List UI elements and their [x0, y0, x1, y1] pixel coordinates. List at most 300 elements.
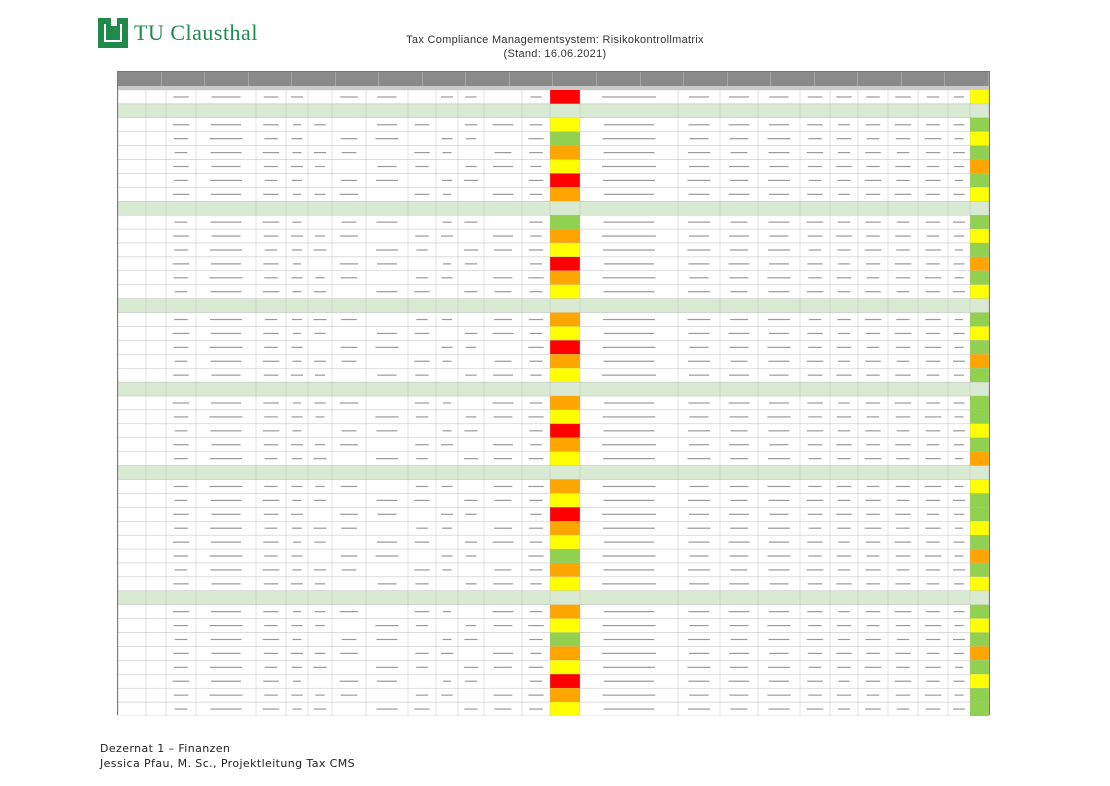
risk-status-cell — [550, 396, 580, 410]
cell-text — [494, 277, 513, 278]
cell-text — [173, 402, 190, 403]
cell-text — [292, 667, 302, 668]
cell-text — [926, 333, 940, 334]
cell-text — [807, 708, 824, 709]
cell-text — [953, 361, 965, 362]
cell-text — [210, 347, 243, 348]
cell-text — [768, 249, 790, 250]
cell-text — [730, 347, 749, 348]
cell-text — [897, 291, 910, 292]
cell-text — [954, 96, 964, 97]
cell-text — [466, 347, 476, 348]
cell-text — [897, 152, 910, 153]
cell-text — [292, 569, 301, 570]
cell-text — [210, 486, 243, 487]
cell-text — [604, 361, 655, 362]
cell-text — [926, 500, 941, 501]
cell-text — [729, 333, 750, 334]
cell-text — [211, 542, 241, 543]
cell-text — [263, 569, 280, 570]
cell-text — [768, 222, 789, 223]
cell-text — [414, 291, 429, 292]
cell-text — [926, 291, 941, 292]
cell-text — [173, 333, 190, 334]
cell-text — [954, 555, 963, 556]
cell-text — [925, 347, 942, 348]
cell-text — [808, 514, 823, 515]
cell-text — [376, 708, 397, 709]
cell-text — [530, 611, 542, 612]
cell-text — [865, 291, 881, 292]
cell-text — [897, 361, 910, 362]
cell-text — [955, 180, 963, 181]
cell-text — [315, 486, 324, 487]
cell-text — [602, 235, 656, 236]
cell-text — [174, 625, 189, 626]
cell-text — [315, 166, 325, 167]
cell-text — [729, 194, 750, 195]
cell-text — [837, 249, 850, 250]
risk-status-cell — [550, 674, 580, 688]
cell-text — [896, 416, 911, 417]
cell-text — [689, 96, 709, 97]
risk-status-cell — [550, 452, 580, 466]
cell-text — [768, 319, 790, 320]
cell-text — [896, 695, 911, 696]
cell-text — [529, 500, 542, 501]
cell-text — [837, 667, 850, 668]
cell-text — [528, 277, 543, 278]
cell-text — [925, 528, 941, 529]
cell-text — [808, 416, 822, 417]
cell-text — [342, 430, 357, 431]
cell-text — [443, 611, 451, 612]
cell-text — [493, 402, 514, 403]
risk-status-cell — [550, 438, 580, 452]
cell-text — [341, 277, 358, 278]
cell-text — [730, 695, 749, 696]
cell-text — [731, 222, 748, 223]
final-status-cell — [970, 438, 989, 452]
final-status-cell — [970, 674, 989, 688]
cell-text — [465, 124, 477, 125]
cell-text — [377, 583, 396, 584]
cell-text — [265, 249, 278, 250]
cell-text — [896, 528, 910, 529]
cell-text — [529, 569, 542, 570]
cell-text — [927, 96, 940, 97]
cell-text — [865, 222, 881, 223]
cell-text — [263, 333, 279, 334]
cell-text — [688, 333, 709, 334]
risk-status-cell — [550, 354, 580, 368]
cell-text — [687, 667, 710, 668]
cell-text — [897, 708, 910, 709]
cell-text — [838, 402, 849, 403]
cell-text — [603, 180, 655, 181]
cell-text — [767, 695, 790, 696]
risk-status-cell — [550, 368, 580, 382]
cell-text — [173, 514, 189, 515]
cell-text — [210, 458, 242, 459]
cell-text — [441, 138, 452, 139]
cell-text — [604, 124, 654, 125]
cell-text — [867, 555, 880, 556]
cell-text — [865, 152, 881, 153]
cell-text — [837, 695, 851, 696]
cell-text — [175, 500, 188, 501]
cell-text — [340, 681, 359, 682]
cell-text — [529, 249, 543, 250]
cell-text — [174, 319, 188, 320]
cell-text — [291, 653, 303, 654]
final-status-cell — [970, 118, 989, 132]
cell-text — [263, 291, 280, 292]
final-status-cell — [970, 605, 989, 619]
cell-text — [897, 500, 910, 501]
cell-text — [809, 667, 822, 668]
cell-text — [291, 96, 303, 97]
cell-text — [926, 569, 941, 570]
cell-text — [293, 124, 301, 125]
cell-text — [341, 528, 357, 529]
cell-text — [292, 708, 301, 709]
cell-text — [212, 583, 241, 584]
cell-text — [315, 416, 324, 417]
cell-text — [314, 500, 326, 501]
cell-text — [264, 375, 279, 376]
cell-text — [464, 249, 478, 250]
cell-text — [689, 416, 708, 417]
cell-text — [375, 416, 398, 417]
cell-text — [375, 625, 398, 626]
cell-text — [838, 361, 850, 362]
cell-text — [376, 500, 397, 501]
cell-text — [315, 375, 325, 376]
cell-text — [495, 152, 512, 153]
cell-text — [174, 277, 189, 278]
cell-text — [211, 124, 241, 125]
cell-text — [688, 402, 709, 403]
cell-text — [688, 569, 710, 570]
cell-text — [264, 444, 279, 445]
cell-text — [414, 708, 429, 709]
cell-text — [173, 124, 190, 125]
cell-text — [866, 583, 880, 584]
cell-text — [837, 625, 851, 626]
risk-status-cell — [550, 619, 580, 633]
cell-text — [603, 695, 656, 696]
cell-text — [808, 277, 822, 278]
cell-text — [729, 611, 750, 612]
cell-text — [897, 222, 910, 223]
footer-department: Dezernat 1 – Finanzen — [100, 742, 231, 755]
cell-text — [954, 138, 963, 139]
cell-text — [494, 486, 513, 487]
cell-text — [604, 291, 655, 292]
cell-text — [808, 444, 823, 445]
cell-text — [729, 96, 749, 97]
cell-text — [604, 333, 654, 334]
cell-text — [340, 514, 358, 515]
cell-text — [530, 681, 542, 682]
cell-text — [865, 569, 881, 570]
cell-text — [808, 96, 823, 97]
cell-text — [529, 222, 542, 223]
cell-text — [807, 500, 824, 501]
cell-text — [210, 695, 243, 696]
cell-text — [604, 500, 655, 501]
cell-text — [174, 667, 188, 668]
final-status-cell — [970, 326, 989, 340]
cell-text — [895, 96, 911, 97]
cell-text — [530, 194, 542, 195]
cell-text — [210, 249, 242, 250]
cell-text — [925, 695, 942, 696]
cell-text — [604, 222, 655, 223]
cell-text — [314, 361, 326, 362]
risk-status-cell — [550, 507, 580, 521]
cell-text — [376, 667, 398, 668]
cell-text — [838, 500, 850, 501]
cell-text — [769, 653, 788, 654]
cell-text — [865, 430, 881, 431]
cell-text — [376, 180, 398, 181]
risk-status-cell — [550, 243, 580, 257]
cell-text — [838, 194, 849, 195]
cell-text — [466, 138, 476, 139]
cell-text — [528, 138, 543, 139]
cell-text — [211, 152, 242, 153]
cell-text — [174, 416, 189, 417]
matrix-section-row — [118, 591, 989, 605]
cell-text — [313, 458, 326, 459]
cell-text — [897, 430, 910, 431]
cell-text — [175, 430, 188, 431]
cell-text — [808, 166, 823, 167]
cell-text — [377, 96, 396, 97]
cell-text — [293, 611, 301, 612]
cell-text — [926, 361, 941, 362]
cell-text — [211, 361, 242, 362]
cell-text — [264, 583, 279, 584]
cell-text — [895, 444, 911, 445]
cell-text — [291, 277, 302, 278]
cell-text — [340, 611, 359, 612]
cell-text — [340, 235, 358, 236]
cell-text — [415, 653, 428, 654]
cell-text — [769, 681, 789, 682]
cell-text — [807, 402, 823, 403]
cell-text — [836, 235, 851, 236]
cell-text — [528, 695, 543, 696]
cell-text — [896, 625, 911, 626]
cell-text — [493, 333, 514, 334]
cell-text — [926, 611, 940, 612]
cell-text — [292, 458, 302, 459]
final-status-cell — [970, 368, 989, 382]
cell-text — [729, 166, 749, 167]
cell-text — [264, 416, 278, 417]
cell-text — [530, 583, 541, 584]
cell-text — [926, 263, 940, 264]
cell-text — [529, 708, 542, 709]
cell-text — [955, 528, 963, 529]
cell-text — [263, 152, 280, 153]
cell-text — [927, 653, 940, 654]
cell-text — [212, 514, 241, 515]
cell-text — [807, 124, 823, 125]
cell-text — [768, 291, 789, 292]
cell-text — [211, 291, 242, 292]
cell-text — [264, 653, 279, 654]
cell-text — [807, 222, 824, 223]
cell-text — [954, 166, 964, 167]
cell-text — [729, 583, 749, 584]
cell-text — [210, 528, 242, 529]
cell-text — [416, 319, 427, 320]
cell-text — [954, 235, 964, 236]
cell-text — [415, 444, 428, 445]
cell-text — [264, 277, 278, 278]
cell-text — [529, 667, 543, 668]
cell-text — [291, 583, 303, 584]
cell-text — [212, 166, 241, 167]
cell-text — [925, 555, 942, 556]
document-title — [360, 33, 750, 61]
cell-text — [807, 681, 823, 682]
cell-text — [315, 695, 324, 696]
cell-text — [953, 291, 965, 292]
cell-text — [265, 458, 278, 459]
cell-text — [603, 486, 656, 487]
cell-text — [464, 222, 477, 223]
cell-text — [807, 639, 824, 640]
cell-text — [836, 96, 851, 97]
cell-text — [173, 583, 189, 584]
cell-text — [530, 166, 541, 167]
cell-text — [264, 235, 279, 236]
cell-text — [175, 291, 188, 292]
cell-text — [953, 152, 965, 153]
cell-text — [927, 514, 940, 515]
cell-text — [807, 194, 823, 195]
final-status-cell — [970, 702, 989, 716]
cell-text — [688, 500, 710, 501]
cell-text — [291, 695, 302, 696]
cell-text — [211, 569, 242, 570]
cell-text — [292, 291, 301, 292]
cell-text — [494, 695, 513, 696]
cell-text — [530, 653, 541, 654]
cell-text — [769, 333, 789, 334]
cell-text — [925, 486, 942, 487]
matrix-section-row — [118, 201, 989, 215]
cell-text — [808, 695, 822, 696]
cell-text — [530, 402, 542, 403]
cell-text — [687, 180, 710, 181]
cell-text — [528, 486, 543, 487]
final-status-cell — [970, 257, 989, 271]
risk-status-cell — [550, 410, 580, 424]
risk-status-cell — [550, 229, 580, 243]
cell-text — [415, 542, 429, 543]
cell-text — [895, 542, 912, 543]
cell-text — [263, 708, 280, 709]
cell-text — [866, 124, 881, 125]
cell-text — [730, 138, 749, 139]
cell-text — [415, 124, 429, 125]
cell-text — [897, 569, 910, 570]
cell-text — [313, 249, 326, 250]
cell-text — [314, 542, 325, 543]
cell-text — [340, 653, 358, 654]
cell-text — [688, 542, 709, 543]
cell-text — [808, 653, 823, 654]
cell-text — [838, 333, 849, 334]
cell-text — [416, 667, 427, 668]
cell-text — [769, 194, 789, 195]
cell-text — [291, 625, 302, 626]
risk-status-cell — [550, 215, 580, 229]
cell-text — [415, 375, 428, 376]
cell-text — [342, 569, 357, 570]
cell-text — [293, 402, 301, 403]
cell-text — [442, 569, 451, 570]
cell-text — [896, 486, 911, 487]
cell-text — [376, 458, 398, 459]
cell-text — [808, 375, 823, 376]
cell-text — [768, 361, 789, 362]
cell-text — [292, 361, 301, 362]
cell-text — [464, 430, 477, 431]
cell-text — [926, 430, 941, 431]
risk-status-cell — [550, 605, 580, 619]
cell-text — [769, 263, 789, 264]
cell-text — [211, 681, 241, 682]
cell-text — [895, 333, 912, 334]
cell-text — [603, 347, 656, 348]
cell-text — [464, 667, 478, 668]
cell-text — [291, 166, 303, 167]
cell-text — [767, 277, 790, 278]
risk-status-cell — [550, 340, 580, 354]
cell-text — [895, 166, 911, 167]
cell-text — [416, 528, 427, 529]
cell-text — [174, 695, 189, 696]
cell-text — [263, 194, 279, 195]
final-status-cell — [970, 313, 989, 327]
cell-text — [896, 667, 910, 668]
cell-text — [807, 152, 824, 153]
cell-text — [731, 708, 748, 709]
cell-text — [174, 347, 189, 348]
cell-text — [866, 375, 880, 376]
cell-text — [603, 555, 656, 556]
cell-text — [263, 361, 280, 362]
cell-text — [808, 235, 823, 236]
cell-text — [174, 180, 188, 181]
cell-text — [173, 611, 190, 612]
cell-text — [867, 138, 880, 139]
cell-text — [767, 486, 790, 487]
cell-text — [836, 653, 851, 654]
cell-text — [925, 277, 942, 278]
cell-text — [768, 708, 789, 709]
cell-text — [769, 166, 788, 167]
risk-status-cell — [550, 549, 580, 563]
cell-text — [528, 347, 543, 348]
